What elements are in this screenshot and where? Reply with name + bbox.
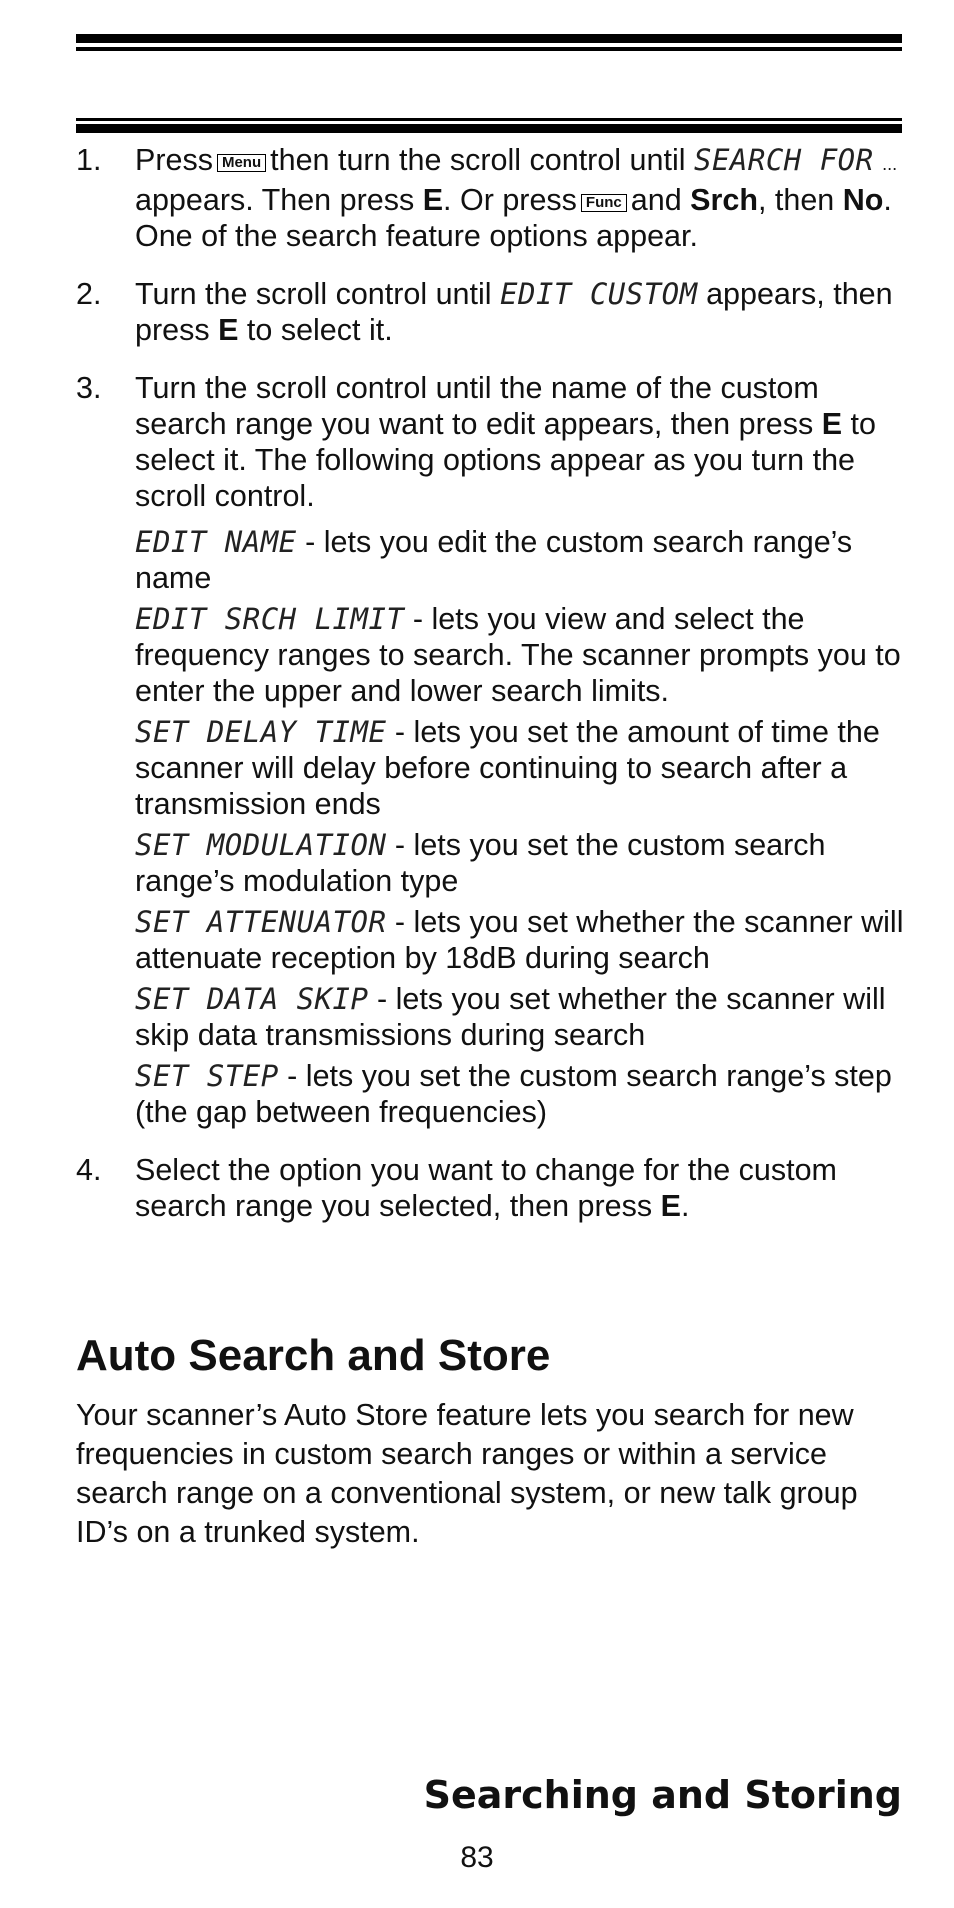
option-description: - lets you set the custom search range’s step (the gap between frequencies) <box>135 1059 892 1129</box>
step-text: then turn the scroll control until <box>270 143 686 177</box>
step-text: to select it. The following options appear as you turn the scroll control. <box>135 407 876 513</box>
option-edit-srch-limit <box>135 601 908 709</box>
step-text: . Or press <box>443 183 577 217</box>
step-1 <box>76 142 908 254</box>
page-number: 83 <box>460 1841 494 1874</box>
option-description: - lets you edit the custom search range’s name <box>135 525 853 595</box>
step-4 <box>76 1152 908 1224</box>
step-text: to select it. <box>246 313 393 347</box>
lcd-text: SET DELAY TIME <box>135 715 387 749</box>
procedure-content <box>76 142 908 1246</box>
step-text: Turn the scroll control until the name of the custom search range you want to edit appears, then press <box>135 371 819 441</box>
step-number: 3. <box>76 371 102 405</box>
option-description: - lets you set the custom search range’s modulation type <box>135 828 826 898</box>
section-heading: Auto Search and Store <box>76 1331 551 1380</box>
option-edit-name <box>135 524 908 596</box>
step-text: , then <box>757 183 835 217</box>
option-description: - lets you set whether the scanner will skip data transmissions during search <box>135 982 886 1052</box>
step-number: 2. <box>76 277 102 311</box>
step-text: . <box>680 1189 690 1223</box>
header-rule-thick-top <box>76 34 902 43</box>
step-number: 4. <box>76 1153 102 1187</box>
option-description: - lets you set whether the scanner will attenuate reception by 18dB during search <box>135 905 904 975</box>
key-name: E <box>821 407 843 441</box>
key-name: No <box>842 183 884 217</box>
key-name: E <box>218 313 239 347</box>
step-text: appears. Then press <box>135 183 415 217</box>
key-name: E <box>422 183 444 217</box>
lcd-ellipsis: ... <box>882 154 898 174</box>
lcd-text: SET ATTENUATOR <box>135 905 387 939</box>
header-rule-thin-top <box>76 47 902 51</box>
step-text: appears, then press <box>135 277 893 347</box>
section-body: Your scanner’s Auto Store feature lets you search for new frequencies in custom search ranges or within a service search range on a conventional system, or new talk group ID’s on a trunked system. <box>76 1398 858 1549</box>
option-description: - lets you set the amount of time the scanner will delay before continuing to search after a transmission ends <box>135 715 880 821</box>
lcd-text: EDIT CUSTOM <box>500 277 698 311</box>
key-name: E <box>660 1189 681 1223</box>
step-text: and <box>630 183 682 217</box>
key-name: Srch <box>690 183 758 217</box>
lcd-text: EDIT SRCH LIMIT <box>135 602 405 636</box>
step-number: 1. <box>76 143 102 177</box>
lcd-text: SET STEP <box>135 1059 279 1093</box>
option-set-step <box>135 1058 908 1130</box>
option-set-data-skip <box>135 981 908 1053</box>
menu-key-icon: Menu <box>217 154 266 172</box>
steps-list <box>76 142 908 1224</box>
step-2 <box>76 276 908 348</box>
header-rule-thin-bottom <box>76 118 902 121</box>
step-text: . One of the search feature options appear. <box>135 183 892 253</box>
option-set-attenuator <box>135 904 908 976</box>
lcd-text: SEARCH FOR <box>693 143 874 177</box>
option-set-modulation <box>135 827 908 899</box>
option-description: - lets you view and select the frequency ranges to search. The scanner prompts you to enter the upper and lower search limits. <box>135 602 901 708</box>
option-set-delay-time <box>135 714 908 822</box>
lcd-text: SET DATA SKIP <box>135 982 369 1016</box>
func-key-icon: Func <box>581 194 627 212</box>
step-text: Turn the scroll control until <box>135 277 492 311</box>
step-3 <box>76 370 908 1130</box>
header-rule-thick-bottom <box>76 124 902 133</box>
lcd-text: EDIT NAME <box>135 525 297 559</box>
step-text: Select the option you want to change for the custom search range you selected, then press <box>135 1153 837 1223</box>
step-text: Press <box>135 143 213 177</box>
option-list <box>135 524 908 1130</box>
lcd-text: SET MODULATION <box>135 828 387 862</box>
footer-section-title: Searching and Storing <box>423 1773 902 1817</box>
